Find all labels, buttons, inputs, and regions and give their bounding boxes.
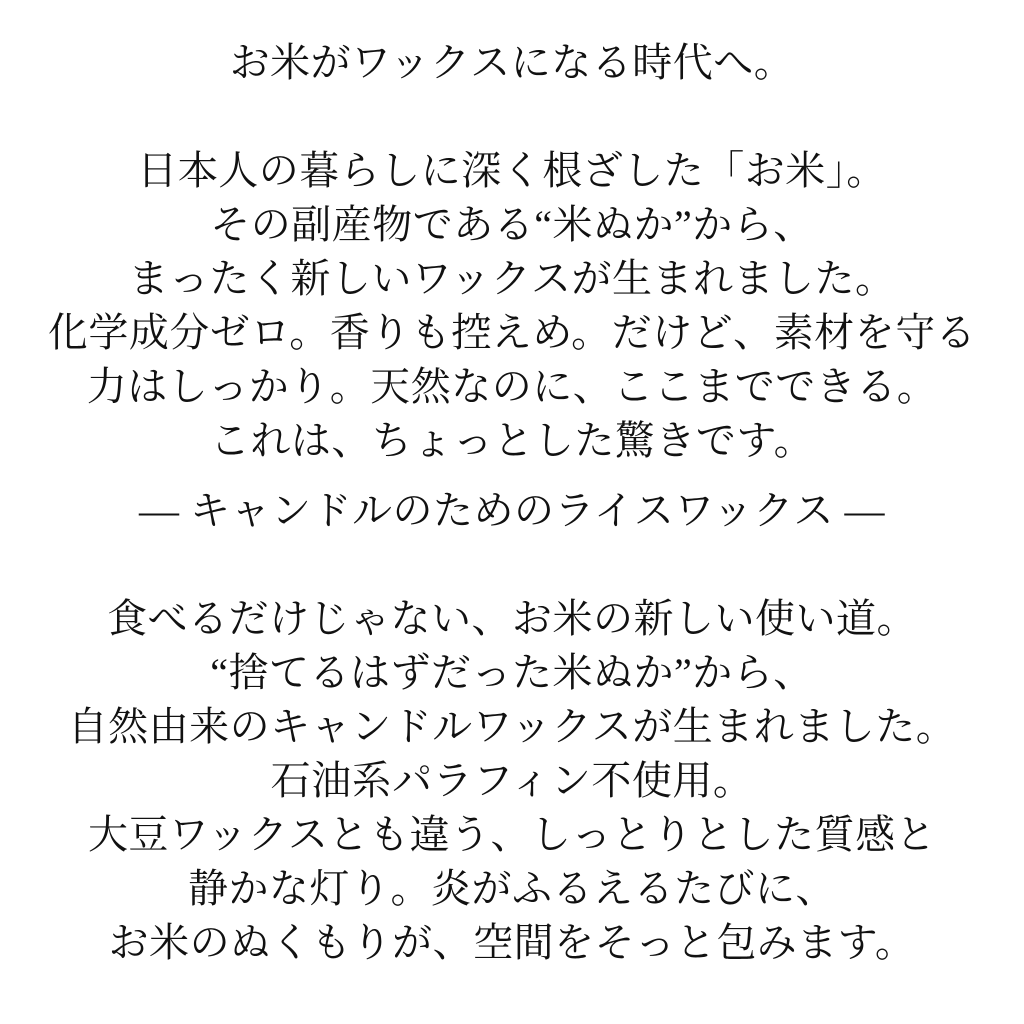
text-line: 化学成分ゼロ。香りも控えめ。だけど、素材を守る	[47, 310, 977, 355]
text-line: 石油系パラフィン不使用。	[270, 758, 754, 803]
text-line: これは、ちょっとした驚きです。	[209, 418, 815, 463]
text-line: 自然由来のキャンドルワックスが生まれました。	[67, 704, 957, 749]
paragraph-2	[0, 592, 1024, 970]
text-line: まったく新しいワックスが生まれました。	[128, 256, 896, 301]
text-line: お米のぬくもりが、空間をそっと包みます。	[108, 920, 916, 965]
headline: お米がワックスになる時代へ。	[229, 40, 795, 85]
tagline: ― キャンドルのためのライスワックス ―	[139, 488, 885, 533]
text-line: 力はしっかり。天然なのに、ここまでできる。	[86, 364, 938, 409]
text-line: 食べるだけじゃない、お米の新しい使い道。	[107, 596, 917, 641]
text-line: 日本人の暮らしに深く根ざした「お米」。	[137, 148, 887, 193]
text-line: “捨てるはずだった米ぬか”から、	[210, 650, 814, 695]
text-line: 大豆ワックスとも違う、しっとりとした質感と	[87, 812, 937, 857]
text-line: 静かな灯り。炎がふるえるたびに、	[188, 866, 836, 911]
paragraph-1	[0, 144, 1024, 468]
text-line: その副産物である“米ぬか”から、	[210, 202, 814, 247]
